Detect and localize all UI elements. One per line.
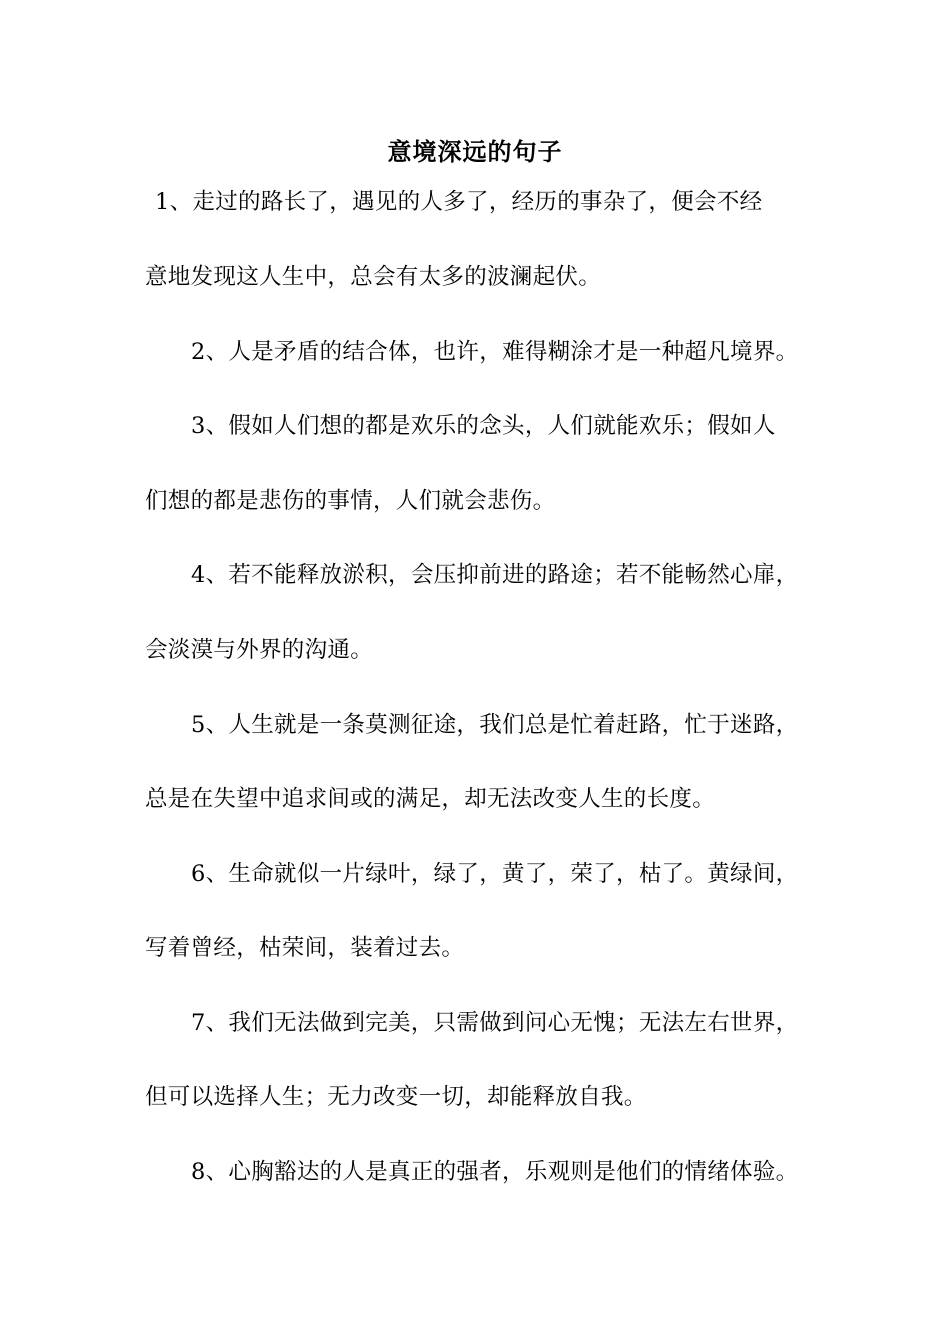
paragraph-1-line-2: 意地发现这人生中，总会有太多的波澜起伏。 (145, 264, 602, 290)
paragraph-6-line-2: 写着曾经，枯荣间，装着过去。 (145, 935, 465, 961)
paragraph-8-line-1: 8、心胸豁达的人是真正的强者，乐观则是他们的情绪体验。 (191, 1159, 799, 1185)
paragraph-7-line-2: 但可以选择人生；无力改变一切，却能释放自我。 (145, 1084, 647, 1110)
paragraph-5-line-1: 5、人生就是一条莫测征途，我们总是忙着赶路，忙于迷路， (191, 712, 799, 738)
paragraph-4-line-2: 会淡漠与外界的沟通。 (145, 637, 374, 663)
document-title: 意境深远的句子 (387, 137, 563, 166)
paragraph-3-line-2: 们想的都是悲伤的事情，人们就会悲伤。 (145, 488, 556, 514)
paragraph-5-line-2: 总是在失望中追求间或的满足，却无法改变人生的长度。 (145, 786, 716, 812)
paragraph-3-line-1: 3、假如人们想的都是欢乐的念头，人们就能欢乐；假如人 (191, 413, 776, 439)
paragraph-2-line-1: 2、人是矛盾的结合体，也许，难得糊涂才是一种超凡境界。 (191, 339, 799, 365)
paragraph-4-line-1: 4、若不能释放淤积，会压抑前进的路途；若不能畅然心扉， (191, 562, 799, 588)
paragraph-6-line-1: 6、生命就似一片绿叶，绿了，黄了，荣了，枯了。黄绿间， (191, 861, 799, 887)
paragraph-7-line-1: 7、我们无法做到完美，只需做到问心无愧；无法左右世界， (191, 1010, 799, 1036)
paragraph-1-line-1: 1、走过的路长了，遇见的人多了，经历的事杂了，便会不经 (155, 189, 763, 215)
